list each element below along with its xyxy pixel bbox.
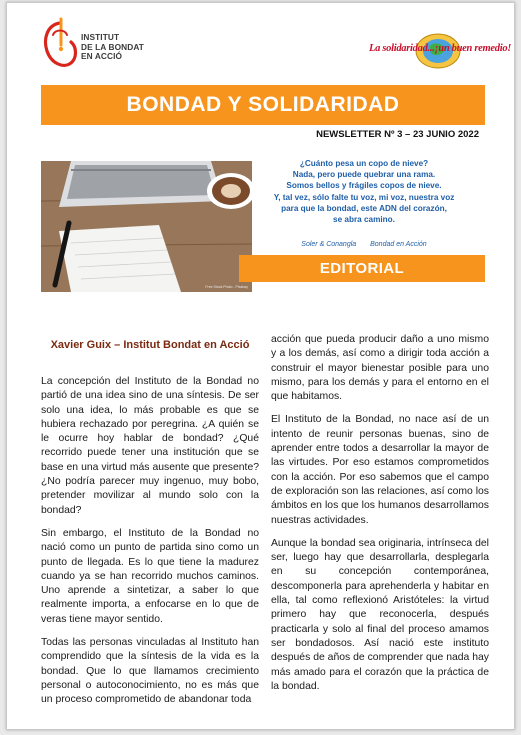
newsletter-page — [6, 2, 515, 730]
logo-line: INSTITUT — [81, 32, 120, 42]
article-paragraph: acción que pueda producir daño a uno mismo y a los demás, así como a dirigir toda acción a construir el mayor bienestar posible para uno mismo, para los demás y para el entorno en el que habitamos. — [271, 334, 489, 403]
article-left-column — [41, 339, 259, 717]
quote-line: Nada, pero puede quebrar una rama. — [292, 170, 436, 180]
article-paragraph: Sin embargo, el Instituto de la Bondad no nació como un punto de partida sino como un punto de llegada. Es lo que tiene la madurez cuando ya se han recorrido muchos caminos. Uno aprende a sintetizar, a saber lo que realmente importa, a enfocarse en lo que de veras tiene mayor sentido. — [41, 527, 259, 625]
quote-block — [269, 158, 459, 225]
newsletter-number-date: NEWSLETTER Nº 3 – 23 JUNIO 2022 — [316, 129, 479, 140]
laptop-coffee-photo — [41, 161, 252, 292]
institut-logo-text — [81, 33, 144, 62]
solidaridad-logo — [365, 31, 512, 71]
institut-logo — [41, 15, 151, 73]
logo-line: DE LA BONDAT — [81, 41, 144, 52]
article-author: Xavier Guix – Institut Bondat en Acció — [50, 339, 250, 351]
editorial-banner: EDITORIAL — [239, 255, 485, 282]
article-right-column — [271, 333, 489, 703]
solidaridad-slogan: La solidaridad...¡un buen remedio! — [369, 43, 512, 54]
logo-line: EN ACCIÓ — [81, 51, 123, 61]
institut-heart-logo-icon — [41, 15, 79, 71]
quote-line: ¿Cuánto pesa un copo de nieve? — [299, 159, 429, 168]
quote-line: para que la bondad, este ADN del corazón, — [281, 203, 447, 213]
article-paragraph: Todas las personas vinculadas al Instituto han comprendido que la síntesis de la vida es la bondad. Que lo que llamamos crecimiento personal o autoconocimiento, no es más que un proceso comprometido de abandonar toda — [41, 637, 259, 706]
quote-org: Bondad en Acción — [370, 241, 427, 248]
quote-line: Somos bellos y frágiles copos de nieve. — [286, 181, 442, 191]
quote-author: Soler & Conangla — [301, 241, 357, 248]
quote-line: se abra camino. — [333, 215, 395, 225]
article-paragraph: El Instituto de la Bondad, no nace así de un intento de reunir personas buenas, sino de aprender entre todos a desarrollar la mayor de las virtudes. Por eso estamos comprometidos con la acción. Por eso sabemos que el campo de exploración son las relaciones, así como los ámbitos en los que los humanos desarrollamos nuestras actividades. — [271, 414, 489, 526]
article-paragraph: Aunque la bondad sea originaria, intrínseca del ser, luego hay que desarrollarla, desplegarla en su concepción contemporánea, descomponerla para aprehenderla y habitar en ella, tal como reflexionó Aristóteles: la virtud primero hay que reconocerla, después practicarla y solo al final del proceso amamos ser bondadosos. Así nació este instituto después de años de comprender que nada hay más amado para el corazón que la práctica de la bondad. — [271, 537, 489, 692]
page-title-banner: BONDAD Y SOLIDARIDAD — [41, 85, 485, 125]
laptop-coffee-notebook-photo-icon — [41, 161, 252, 292]
photo-caption: Free Stock Photo - Pixabay — [205, 285, 248, 289]
article-paragraph: La concepción del Instituto de la Bondad no partió de una idea sino de una síntesis. De ser solo una idea, lo más probable es que se hubiera rechazado por peregrina. ¿A quién se le ocurre hoy hablar de bondad? ¿Qué recorrido puede tener una institución que se base en una virtud más ausente que presente? ¿No podría parecer muy ingenuo, muy bobo, pretender movilizar al mundo solo con la bondad? — [41, 376, 259, 516]
quote-line: Y, tal vez, sólo falte tu voz, mi voz, nuestra voz — [273, 192, 455, 202]
quote-signature — [269, 241, 459, 248]
